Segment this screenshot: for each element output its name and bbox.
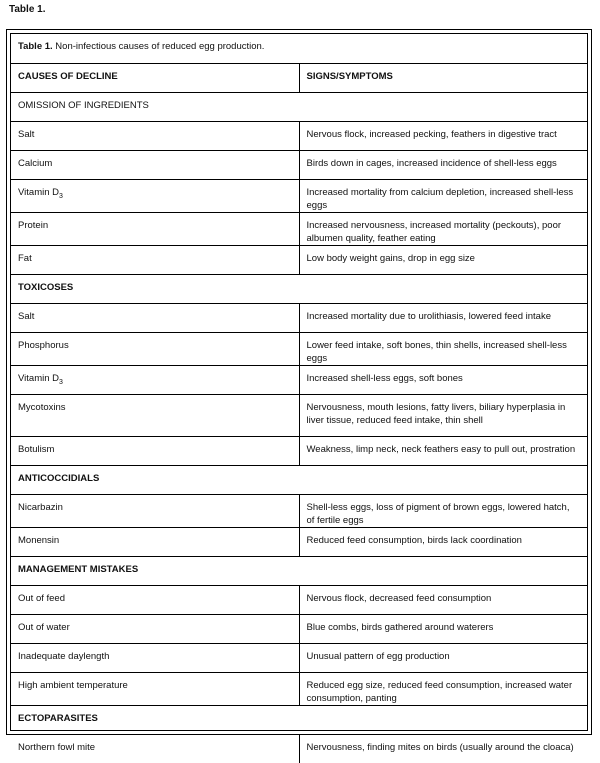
table-row bbox=[11, 121, 587, 150]
section-header-row bbox=[11, 556, 587, 585]
cause-cell bbox=[11, 212, 299, 245]
section-title: ANTICOCCIDIALS bbox=[11, 465, 587, 494]
cause-cell bbox=[11, 672, 299, 705]
signs-cell: Lower feed intake, soft bones, thin shells, increased shell-less eggs bbox=[299, 332, 587, 365]
table-caption bbox=[11, 34, 587, 63]
causes-table bbox=[11, 34, 587, 763]
signs-cell: Low body weight gains, drop in egg size bbox=[299, 245, 587, 274]
section-header-row bbox=[11, 465, 587, 494]
cause-subscript: 3 bbox=[59, 192, 63, 200]
table-row bbox=[11, 643, 587, 672]
cause-text: Salt bbox=[18, 310, 35, 322]
signs-cell: Nervous flock, increased pecking, feathers in digestive tract bbox=[299, 121, 587, 150]
cause-cell bbox=[11, 527, 299, 556]
section-header-row bbox=[11, 274, 587, 303]
signs-cell: Shell-less eggs, loss of pigment of brown eggs, lowered hatch, of fertile eggs bbox=[299, 494, 587, 527]
signs-cell: Increased mortality due to urolithiasis, lowered feed intake bbox=[299, 303, 587, 332]
signs-cell: Blue combs, birds gathered around waterers bbox=[299, 614, 587, 643]
section-title: OMISSION OF INGREDIENTS bbox=[11, 92, 587, 121]
cause-text: Mycotoxins bbox=[18, 401, 66, 413]
section-title: MANAGEMENT MISTAKES bbox=[11, 556, 587, 585]
cause-text: Monensin bbox=[18, 534, 60, 546]
column-header-causes: CAUSES OF DECLINE bbox=[11, 63, 299, 92]
cause-text: Northern fowl mite bbox=[18, 741, 96, 753]
cause-cell bbox=[11, 394, 299, 436]
cause-cell bbox=[11, 643, 299, 672]
table-row bbox=[11, 614, 587, 643]
table-row bbox=[11, 332, 587, 365]
cause-text: Out of feed bbox=[18, 592, 66, 604]
signs-cell: Unusual pattern of egg production bbox=[299, 643, 587, 672]
signs-cell: Reduced egg size, reduced feed consumption, increased water consumption, panting bbox=[299, 672, 587, 705]
signs-cell: Weakness, limp neck, neck feathers easy to pull out, prostration bbox=[299, 436, 587, 465]
table-row bbox=[11, 394, 587, 436]
page-heading: Table 1. bbox=[9, 4, 46, 15]
cause-cell bbox=[11, 150, 299, 179]
cause-text: Calcium bbox=[18, 157, 53, 169]
cause-cell bbox=[11, 303, 299, 332]
cause-text: Nicarbazin bbox=[18, 501, 63, 513]
section-title: ECTOPARASITES bbox=[11, 705, 587, 734]
table-row bbox=[11, 494, 587, 527]
signs-cell: Increased nervousness, increased mortality (peckouts), poor albumen quality, feather eating bbox=[299, 212, 587, 245]
signs-cell: Increased mortality from calcium depletion, increased shell-less eggs bbox=[299, 179, 587, 212]
caption-label: Table 1. bbox=[18, 41, 53, 52]
signs-cell: Nervousness, mouth lesions, fatty livers, biliary hyperplasia in liver tissue, reduced feed intake, thin shell bbox=[299, 394, 587, 436]
cause-cell bbox=[11, 585, 299, 614]
table-row bbox=[11, 672, 587, 705]
section-title: TOXICOSES bbox=[11, 274, 587, 303]
signs-cell: Reduced feed consumption, birds lack coordination bbox=[299, 527, 587, 556]
table-row bbox=[11, 365, 587, 394]
table-row bbox=[11, 436, 587, 465]
cause-text: Protein bbox=[18, 219, 49, 231]
cause-cell bbox=[11, 245, 299, 274]
signs-cell: Nervousness, finding mites on birds (usually around the cloaca) bbox=[306, 741, 574, 753]
table-row bbox=[11, 585, 587, 614]
cause-cell bbox=[11, 494, 299, 527]
table-row bbox=[11, 179, 587, 212]
caption-row bbox=[11, 34, 587, 63]
table-row bbox=[11, 245, 587, 274]
column-header-row bbox=[11, 63, 587, 92]
section-header-row bbox=[11, 705, 587, 734]
signs-cell: Increased shell-less eggs, soft bones bbox=[299, 365, 587, 394]
caption-text: Non-infectious causes of reduced egg production. bbox=[52, 41, 265, 52]
column-header-signs: SIGNS/SYMPTOMS bbox=[299, 63, 587, 92]
cause-cell bbox=[11, 614, 299, 643]
cause-cell bbox=[11, 734, 299, 763]
cause-text: High ambient temperature bbox=[18, 679, 128, 691]
cause-text: Salt bbox=[18, 128, 35, 140]
cause-text: Inadequate daylength bbox=[18, 650, 110, 662]
table-row bbox=[11, 150, 587, 179]
cause-text: Out of water bbox=[18, 621, 70, 633]
cause-text: Vitamin D bbox=[18, 186, 60, 198]
signs-cell: Birds down in cages, increased incidence of shell-less eggs bbox=[299, 150, 587, 179]
table-inner-frame bbox=[10, 33, 588, 753]
cause-subscript: 3 bbox=[59, 378, 63, 386]
table-row bbox=[11, 527, 587, 556]
cause-text: Phosphorus bbox=[18, 339, 69, 351]
section-header-row bbox=[11, 92, 587, 121]
cause-cell bbox=[11, 179, 299, 212]
cause-text: Fat bbox=[18, 252, 32, 264]
cause-cell bbox=[11, 436, 299, 465]
cause-text: Vitamin D bbox=[18, 372, 60, 384]
table-row bbox=[11, 303, 587, 332]
cause-cell bbox=[11, 121, 299, 150]
signs-cell: Nervous flock, decreased feed consumption bbox=[299, 585, 587, 614]
table-row bbox=[11, 734, 587, 763]
table-frame bbox=[6, 29, 592, 753]
cause-cell bbox=[11, 365, 299, 394]
cause-cell bbox=[11, 332, 299, 365]
cause-text: Botulism bbox=[18, 443, 55, 455]
table-row bbox=[11, 212, 587, 245]
